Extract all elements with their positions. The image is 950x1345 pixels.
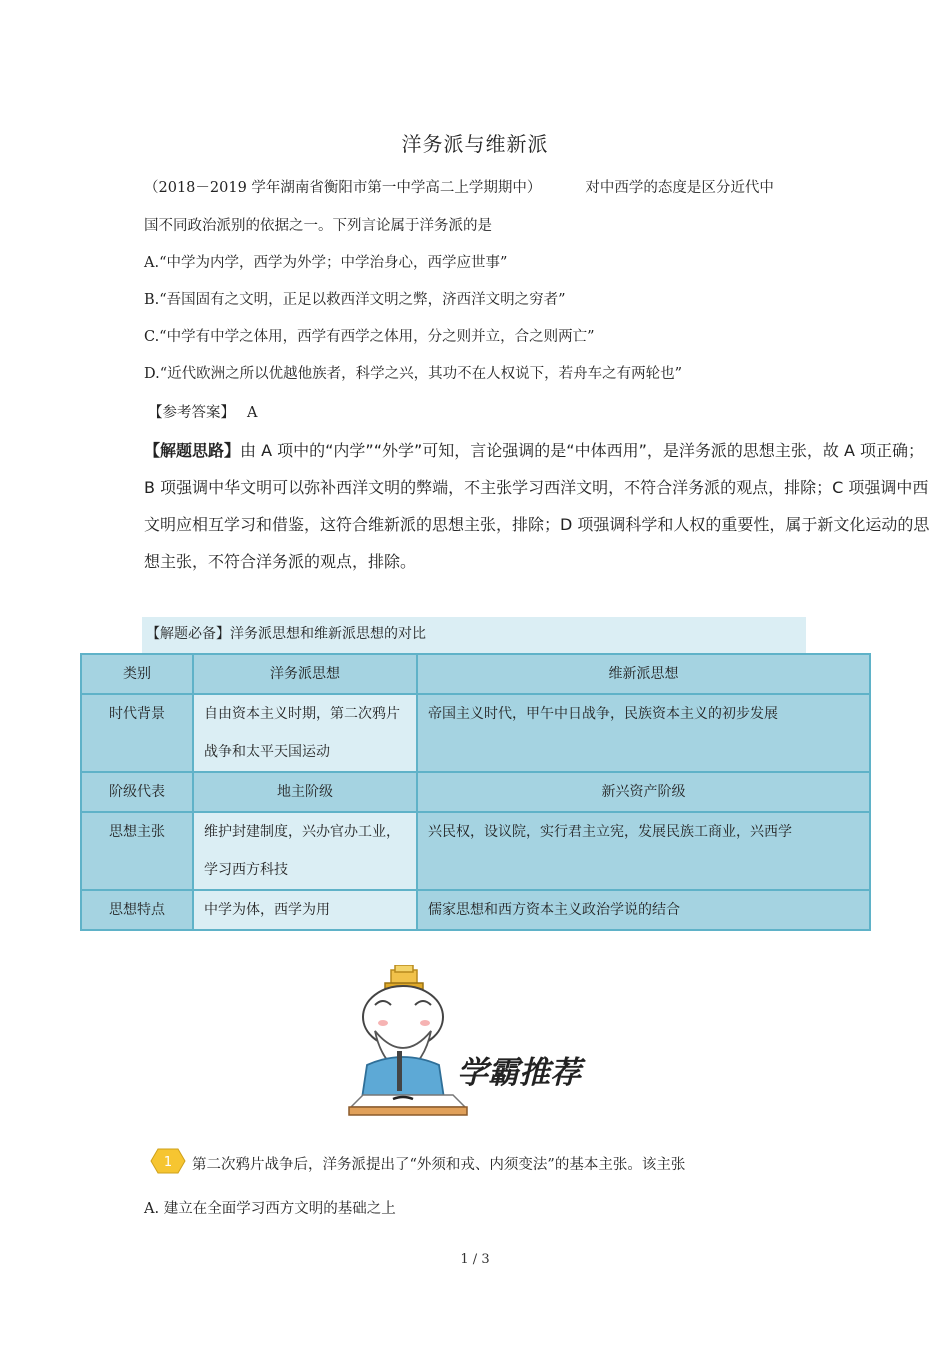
practice-option-a: A. 建立在全面学习西方文明的基础之上	[144, 1201, 396, 1217]
header-category: 类别	[81, 654, 193, 694]
header-yangwu: 洋务派思想	[193, 654, 417, 694]
option-d: D.“近代欧洲之所以优越他族者，科学之兴，其功不在人权说下，若舟车之有两轮也”	[144, 366, 683, 382]
question-number-badge	[147, 1146, 189, 1176]
question-stem-part1: 对中西学的态度是区分近代中	[585, 180, 774, 196]
row-yangwu: 中学为体，西学为用	[193, 890, 417, 930]
row-category: 思想主张	[81, 812, 193, 890]
row-weixin: 兴民权，设议院，实行君主立宪，发展民族工商业，兴西学	[417, 812, 870, 890]
row-weixin: 新兴资产阶级	[417, 772, 870, 812]
table-row	[81, 890, 870, 930]
header-weixin: 维新派思想	[417, 654, 870, 694]
answer-label: 【参考答案】	[148, 405, 235, 421]
table-row	[81, 694, 870, 772]
question-stem-line2: 国不同政治派别的依据之一。下列言论属于洋务派的是	[144, 218, 492, 234]
row-category: 阶级代表	[81, 772, 193, 812]
row-yangwu: 自由资本主义时期，第二次鸦片战争和太平天国运动	[193, 694, 417, 772]
row-category: 时代背景	[81, 694, 193, 772]
table-row	[81, 772, 870, 812]
table-header-row	[81, 654, 870, 694]
practice-number: 1	[163, 1155, 173, 1170]
solution-essentials-heading: 【解题必备】洋务派思想和维新派思想的对比	[142, 617, 806, 653]
question-source: （2018－2019 学年湖南省衡阳市第一中学高二上学期期中）	[144, 180, 542, 196]
option-c: C.“中学有中学之体用，西学有西学之体用，分之则并立，合之则两亡”	[144, 329, 595, 345]
row-weixin: 儒家思想和西方资本主义政治学说的结合	[417, 890, 870, 930]
question-stem-line1	[144, 176, 774, 197]
page-number: 1 / 3	[460, 1252, 490, 1267]
option-b: B.“吾国固有之文明，正足以救西洋文明之弊，济西洋文明之穷者”	[144, 292, 566, 308]
row-category: 思想特点	[81, 890, 193, 930]
analysis-text: 由 A 项中的“内学”“外学”可知，言论强调的是“中体西用”，是洋务派的思想主张，故 A 项正确；B 项强调中华文明可以弥补西洋文明的弊端，不主张学习西洋文明，不符合洋务派的观点，排除；C 项强调中西文明应相互学习和借鉴，这符合维新派的思想主张，排除；D 项强调科学和人权的重要性，属于新文化运动的思想主张，不符合洋务派的观点，排除。	[144, 441, 930, 571]
analysis-heading: 【解题思路】	[144, 441, 241, 460]
banner-text: 学霸推荐	[457, 1055, 581, 1091]
comparison-table	[80, 653, 871, 931]
option-a: A.“中学为内学，西学为外学；中学治身心，西学应世事”	[144, 255, 508, 271]
table-row	[81, 812, 870, 890]
practice-question-stem: 第二次鸦片战争后，洋务派提出了“外须和戎、内须变法”的基本主张。该主张	[192, 1157, 686, 1173]
row-yangwu: 地主阶级	[193, 772, 417, 812]
page-title: 洋务派与维新派	[401, 132, 549, 156]
reference-answer	[148, 401, 257, 422]
answer-value: A	[247, 405, 258, 421]
row-weixin: 帝国主义时代，甲午中日战争，民族资本主义的初步发展	[417, 694, 870, 772]
row-yangwu: 维护封建制度，兴办官办工业，学习西方科技	[193, 812, 417, 890]
analysis-paragraph	[144, 432, 934, 580]
scholar-mascot-illustration	[345, 965, 605, 1130]
